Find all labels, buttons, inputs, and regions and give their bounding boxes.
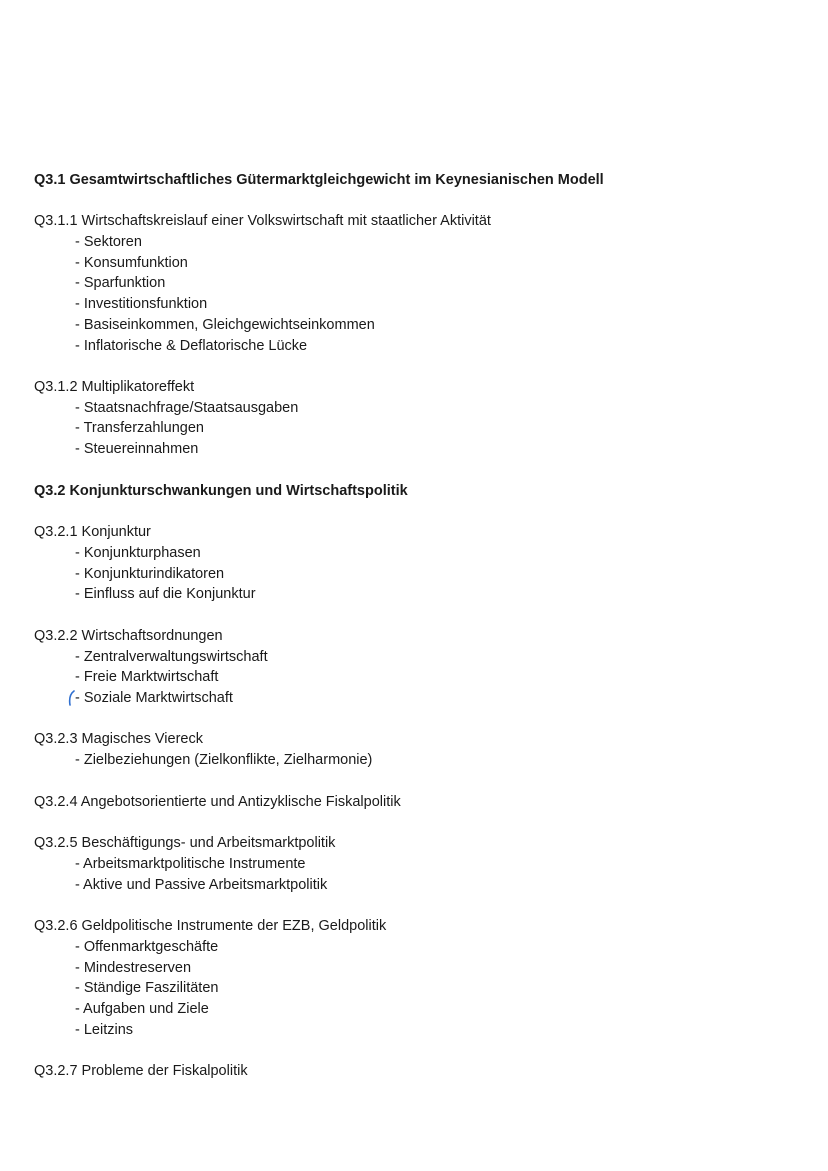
subsection-title-q3-1-2: Q3.1.2 Multiplikatoreffekt <box>34 379 195 395</box>
subsection-title-q3-2-4: Q3.2.4 Angebotsorientierte und Antizyklische Fiskalpolitik <box>34 794 401 810</box>
pen-mark-icon <box>67 690 77 706</box>
subsection-title-q3-2-6: Q3.2.6 Geldpolitische Instrumente der EZB, Geldpolitik <box>34 918 387 934</box>
list-item: - Transferzahlungen <box>75 420 204 436</box>
list-item: - Aktive und Passive Arbeitsmarktpolitik <box>75 877 328 893</box>
list-item: - Ständige Faszilitäten <box>75 980 219 996</box>
subsection-title-q3-2-7: Q3.2.7 Probleme der Fiskalpolitik <box>34 1063 248 1079</box>
list-item: - Leitzins <box>75 1022 134 1038</box>
list-item: - Einfluss auf die Konjunktur <box>75 586 256 602</box>
subsection-title-q3-1-1: Q3.1.1 Wirtschaftskreislauf einer Volkswirtschaft mit staatlicher Aktivität <box>34 213 491 229</box>
section-title-q3-1: Q3.1 Gesamtwirtschaftliches Gütermarktgleichgewicht im Keynesianischen Modell <box>34 172 604 188</box>
list-item: - Konjunkturindikatoren <box>75 566 225 582</box>
list-item: - Konjunkturphasen <box>75 545 201 561</box>
list-item: - Sparfunktion <box>75 275 166 291</box>
list-item: - Zentralverwaltungswirtschaft <box>75 649 268 665</box>
list-item: - Freie Marktwirtschaft <box>75 669 219 685</box>
subsection-title-q3-2-3: Q3.2.3 Magisches Viereck <box>34 731 203 747</box>
list-item: - Soziale Marktwirtschaft <box>75 690 233 706</box>
list-item: - Staatsnachfrage/Staatsausgaben <box>75 400 299 416</box>
list-item: - Steuereinnahmen <box>75 441 199 457</box>
list-item: - Investitionsfunktion <box>75 296 208 312</box>
subsection-title-q3-2-1: Q3.2.1 Konjunktur <box>34 524 151 540</box>
list-item: - Zielbeziehungen (Zielkonflikte, Zielharmonie) <box>75 752 373 768</box>
list-item: - Konsumfunktion <box>75 255 188 271</box>
list-item: - Sektoren <box>75 234 142 250</box>
list-item: - Basiseinkommen, Gleichgewichtseinkommen <box>75 317 375 333</box>
list-item: - Arbeitsmarktpolitische Instrumente <box>75 856 306 872</box>
list-item: - Inflatorische & Deflatorische Lücke <box>75 338 308 354</box>
subsection-title-q3-2-5: Q3.2.5 Beschäftigungs- und Arbeitsmarktpolitik <box>34 835 336 851</box>
list-item: - Mindestreserven <box>75 960 192 976</box>
list-item: - Offenmarktgeschäfte <box>75 939 219 955</box>
subsection-title-q3-2-2: Q3.2.2 Wirtschaftsordnungen <box>34 628 223 644</box>
section-title-q3-2: Q3.2 Konjunkturschwankungen und Wirtschaftspolitik <box>34 483 408 499</box>
list-item: - Aufgaben und Ziele <box>75 1001 209 1017</box>
